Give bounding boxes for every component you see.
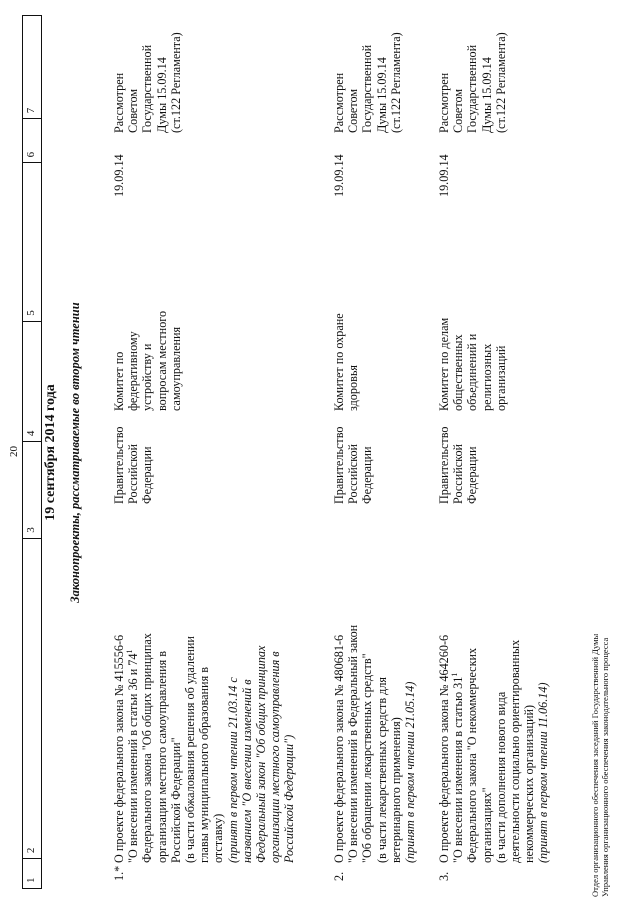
description-text: Российской Федерации") (282, 734, 297, 863)
status-line: Советом (346, 88, 361, 133)
description-line (389, 503, 403, 863)
column-header-2: 2 (23, 539, 41, 859)
description-line (536, 503, 550, 863)
bill-description (437, 503, 551, 863)
initiator-line: Правительство (437, 426, 451, 504)
description-line (508, 503, 522, 863)
description-text: О проекте федерального закона № 480681-6 (332, 634, 346, 863)
description-line (254, 503, 268, 863)
description-text: главы муниципального образования в (197, 667, 212, 863)
description-line (183, 503, 197, 863)
committee-line: самоуправления (168, 326, 183, 411)
row-number: 3. (437, 871, 451, 881)
description-text: Федерального закона "О некоммерческих (465, 647, 480, 863)
status-line: Думы 15.09.14 (374, 57, 389, 133)
initiator-line: Российской (126, 443, 141, 504)
description-text: (в части лекарственных средств для (374, 676, 389, 863)
description-text: ветеринарного применения) (388, 717, 403, 863)
description-text: Федерального закона "Об общих принципах (140, 633, 155, 863)
page-number: 20 (8, 446, 20, 457)
description-line (268, 503, 282, 863)
status-line: Советом (126, 88, 141, 133)
status-line: Рассмотрен (332, 72, 346, 133)
review-date: 19.09.14 (332, 154, 346, 197)
committee-line: организаций (493, 345, 508, 411)
status-line: Советом (451, 88, 466, 133)
initiator-line: Российской (346, 443, 361, 504)
status-line: Думы 15.09.14 (479, 57, 494, 133)
description-text: деятельности социально ориентированных (508, 639, 523, 863)
description-line (112, 503, 126, 863)
status-line: (ст.122 Регламента) (388, 32, 403, 133)
committee-line: общественных (451, 334, 466, 411)
description-line (332, 503, 346, 863)
description-line (140, 503, 154, 863)
review-date: 19.09.14 (112, 154, 126, 197)
column-header-7: 7 (23, 16, 41, 119)
description-text: Федеральный закон "Об общих принципах (254, 645, 269, 863)
description-line (480, 503, 494, 863)
row-number: 2. (332, 871, 346, 881)
description-text: "О внесении изменений в Федеральный закон (346, 624, 361, 863)
status (332, 8, 403, 133)
committee-line: Комитет по охране (332, 313, 346, 411)
description-line (126, 503, 140, 863)
description-text: организации местного самоуправления в (154, 650, 169, 863)
status (437, 8, 508, 133)
initiator (112, 399, 155, 504)
description-line (240, 503, 254, 863)
description-text: (в части дополнения нового вида (493, 691, 508, 863)
review-date: 19.09.14 (437, 154, 451, 197)
initiator (332, 399, 375, 504)
description-line (169, 503, 183, 863)
committee (332, 266, 360, 411)
status (112, 8, 183, 133)
initiator-line: Правительство (332, 426, 346, 504)
status-line: Думы 15.09.14 (154, 57, 169, 133)
status-line: Государственной (360, 44, 375, 133)
committee-line: вопросам местного (154, 310, 169, 411)
description-line (282, 503, 296, 863)
description-text: (принят в первом чтении 11.06.14) (536, 682, 551, 863)
date-title: 19 сентября 2014 года (43, 384, 58, 521)
description-text: (принят в первом чтении 21.03.14 с (225, 677, 240, 863)
column-header-1: 1 (25, 877, 37, 883)
initiator-line: Российской (451, 443, 466, 504)
committee-line: объединений и (465, 333, 480, 411)
committee-line: федеративному (126, 331, 141, 411)
description-text: Российской Федерации" (168, 737, 183, 863)
description-line (494, 503, 508, 863)
column-header-6: 6 (23, 119, 41, 163)
status-line: Рассмотрен (437, 72, 451, 133)
description-text: названием "О внесении изменений в (239, 679, 254, 863)
description-text: организациях" (479, 787, 494, 863)
description-text: (принят в первом чтении 21.05.14) (403, 681, 418, 863)
column-header-4: 4 (23, 322, 41, 442)
footer-line: Управления организационного обеспечения законодательного процесса (600, 637, 610, 897)
bill-description (332, 503, 417, 863)
initiator-line: Правительство (112, 426, 126, 504)
footer-line: Отдел организационного обеспечения заседаний Государственной Думы (590, 633, 600, 897)
status-line: Рассмотрен (112, 72, 126, 133)
description-text: "О внесении изменения в статью 31 (451, 676, 466, 863)
committee (437, 266, 508, 411)
description-text: О проекте федерального закона № 415556-6 (112, 634, 126, 863)
column-header-5: 5 (23, 163, 41, 321)
description-text: отставку) (211, 813, 226, 863)
description-line (465, 503, 479, 863)
description-line (522, 503, 536, 863)
initiator (437, 399, 480, 504)
section-title: Законопроекты, рассматриваемые во втором чтении (68, 302, 82, 603)
description-line (451, 503, 465, 863)
status-line: (ст.122 Регламента) (493, 32, 508, 133)
status-line: Государственной (140, 44, 155, 133)
description-text: некоммерческих организаций) (522, 704, 537, 863)
description-text: (в части обжалования решения об удалении (183, 636, 198, 863)
row-number: 1.* (112, 865, 126, 881)
superscript: 1 (125, 649, 135, 654)
description-line (360, 503, 374, 863)
initiator-line: Федерации (140, 446, 155, 504)
superscript: 1 (450, 672, 460, 677)
description-line (403, 503, 417, 863)
status-line: (ст.122 Регламента) (168, 32, 183, 133)
description-text: О проекте федерального закона № 464260-6 (437, 634, 451, 863)
description-line (346, 503, 360, 863)
committee-line: здоровья (346, 365, 361, 411)
description-text: "О внесении изменений в статьи 36 и 74 (126, 653, 141, 863)
bill-description (112, 503, 297, 863)
description-line (197, 503, 211, 863)
column-header-3: 3 (23, 442, 41, 539)
initiator-line: Федерации (360, 446, 375, 504)
footer (590, 634, 610, 897)
description-line (437, 503, 451, 863)
description-text: организации местного самоуправления в (268, 651, 283, 863)
committee-line: устройству и (140, 343, 155, 411)
committee (112, 266, 183, 411)
committee-line: религиозных (479, 343, 494, 411)
committee-line: Комитет по (112, 351, 126, 411)
description-line (375, 503, 389, 863)
description-text: "Об обращении лекарственных средств" (360, 653, 375, 863)
description-line (226, 503, 240, 863)
description-line (211, 503, 225, 863)
initiator-line: Федерации (465, 446, 480, 504)
committee-line: Комитет по делам (437, 317, 451, 411)
column-header-row (22, 15, 42, 889)
status-line: Государственной (465, 44, 480, 133)
description-line (155, 503, 169, 863)
